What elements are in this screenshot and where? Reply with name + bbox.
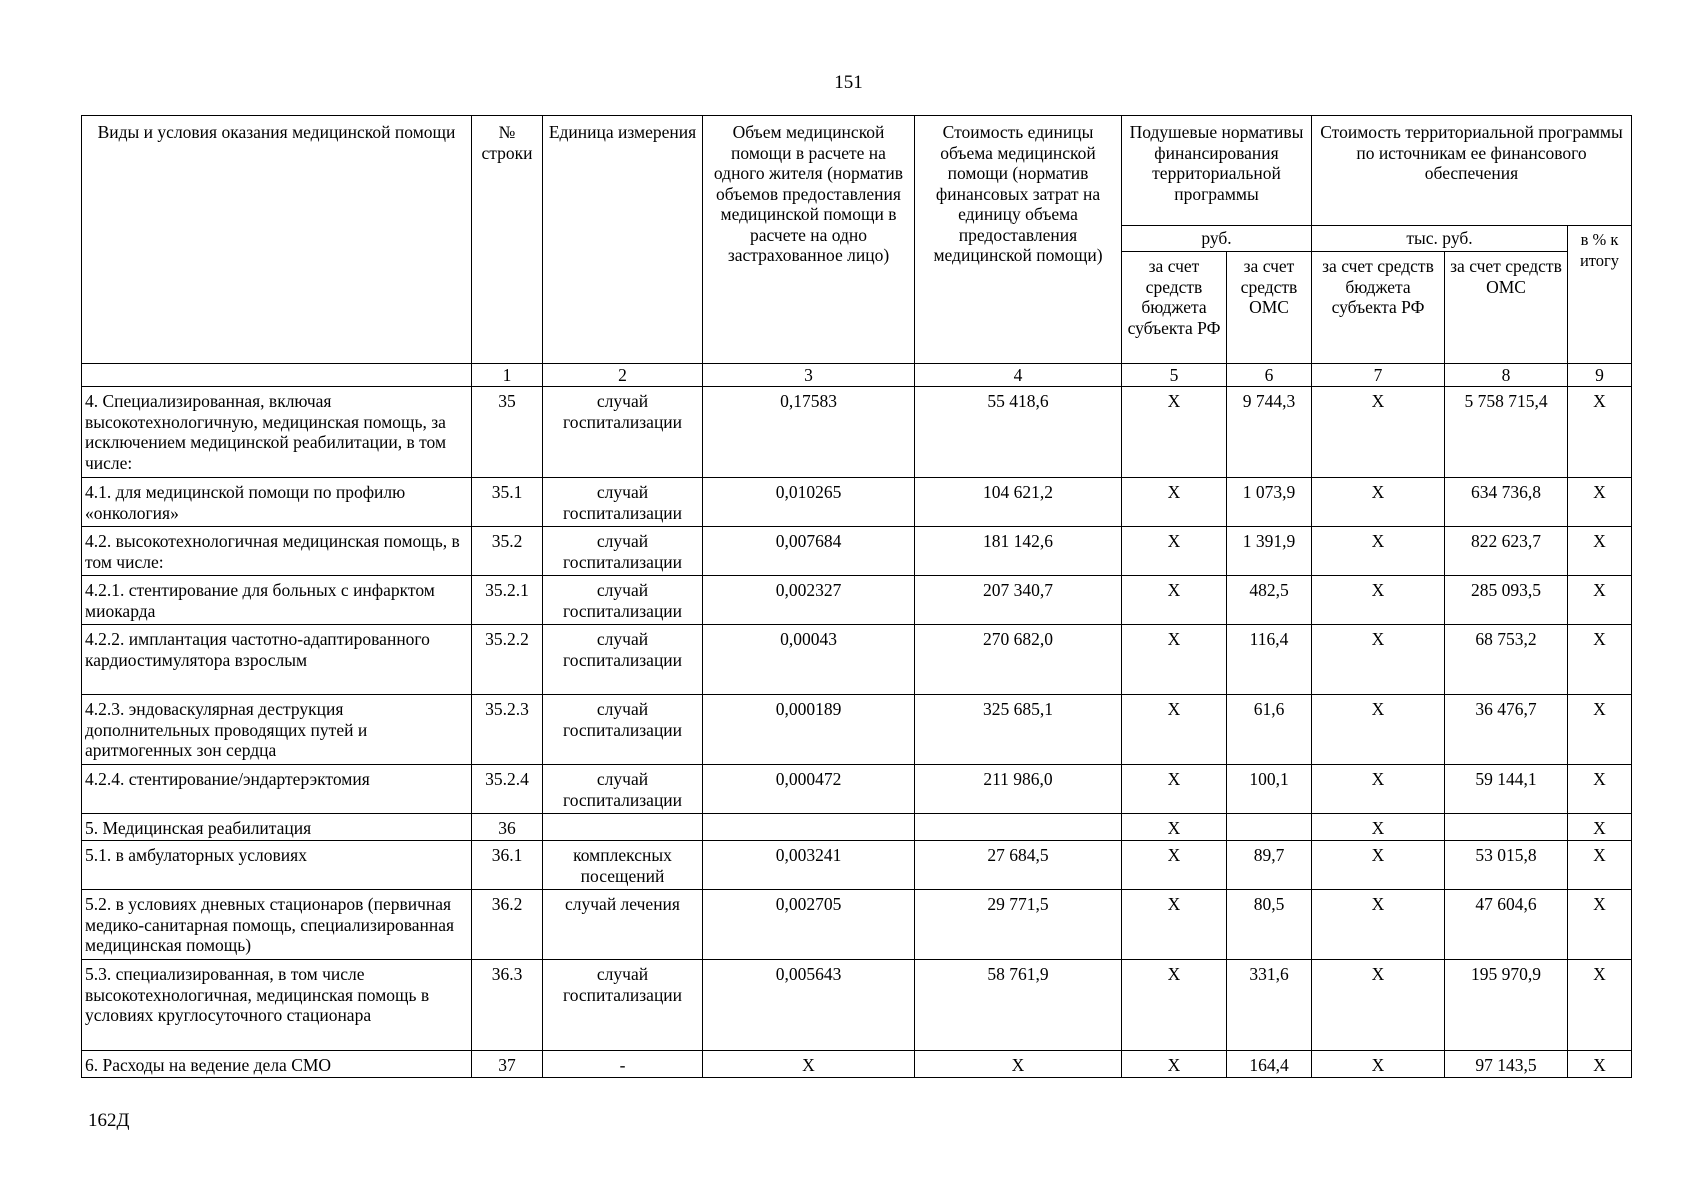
row-volume-cell: 0,000472 <box>703 765 915 814</box>
row-unit-cell: случай лечения <box>543 890 703 960</box>
row-oms-total-cell: 97 143,5 <box>1445 1051 1568 1078</box>
row-percent-cell: X <box>1568 890 1632 960</box>
row-volume-cell: 0,007684 <box>703 527 915 576</box>
row-budget-total-cell: X <box>1312 841 1445 890</box>
row-unit-cell: случай госпитализации <box>543 576 703 625</box>
row-number-cell: 36 <box>472 814 543 841</box>
col-number-cell: 7 <box>1312 364 1445 387</box>
row-unit-cell: - <box>543 1051 703 1078</box>
col-number-cell: 2 <box>543 364 703 387</box>
row-name-cell: 5.1. в амбулаторных условиях <box>82 841 472 890</box>
row-volume-cell: 0,17583 <box>703 387 915 478</box>
row-volume-cell: 0,005643 <box>703 960 915 1051</box>
row-percent-cell: X <box>1568 527 1632 576</box>
header-volume: Объем медицинской помощи в расчете на одного жителя (норматив объемов предоставления медицинской помощи в расчете на одно застрахованное лицо) <box>703 116 915 364</box>
row-number-cell: 35 <box>472 387 543 478</box>
row-cost-cell: X <box>915 1051 1122 1078</box>
row-budget-total-cell: X <box>1312 890 1445 960</box>
row-percent-cell: X <box>1568 960 1632 1051</box>
row-oms-percapita-cell: 80,5 <box>1227 890 1312 960</box>
row-percent-cell: X <box>1568 478 1632 527</box>
row-cost-cell: 29 771,5 <box>915 890 1122 960</box>
row-budget-total-cell: X <box>1312 478 1445 527</box>
row-cost-cell: 104 621,2 <box>915 478 1122 527</box>
row-budget-total-cell: X <box>1312 625 1445 695</box>
row-budget-total-cell: X <box>1312 1051 1445 1078</box>
row-budget-percapita-cell: X <box>1122 625 1227 695</box>
row-budget-total-cell: X <box>1312 576 1445 625</box>
row-budget-percapita-cell: X <box>1122 478 1227 527</box>
row-percent-cell: X <box>1568 387 1632 478</box>
row-name-cell: 4.2. высокотехнологичная медицинская помощь, в том числе: <box>82 527 472 576</box>
row-budget-percapita-cell: X <box>1122 890 1227 960</box>
row-oms-total-cell: 822 623,7 <box>1445 527 1568 576</box>
row-percent-cell: X <box>1568 625 1632 695</box>
row-budget-total-cell: X <box>1312 960 1445 1051</box>
row-unit-cell: случай госпитализации <box>543 695 703 765</box>
row-oms-total-cell: 68 753,2 <box>1445 625 1568 695</box>
col-number-cell: 9 <box>1568 364 1632 387</box>
row-cost-cell: 27 684,5 <box>915 841 1122 890</box>
row-oms-total-cell: 285 093,5 <box>1445 576 1568 625</box>
row-percent-cell: X <box>1568 814 1632 841</box>
row-unit-cell: случай госпитализации <box>543 387 703 478</box>
row-unit-cell: случай госпитализации <box>543 527 703 576</box>
col-number-cell: 1 <box>472 364 543 387</box>
col-number-cell <box>82 364 472 387</box>
row-oms-percapita-cell: 116,4 <box>1227 625 1312 695</box>
row-oms-total-cell: 36 476,7 <box>1445 695 1568 765</box>
page-number: 151 <box>834 72 863 93</box>
header-unit-rub: руб. <box>1122 226 1312 252</box>
row-oms-percapita-cell: 61,6 <box>1227 695 1312 765</box>
row-volume-cell: X <box>703 1051 915 1078</box>
row-budget-percapita-cell: X <box>1122 527 1227 576</box>
row-oms-percapita-cell: 164,4 <box>1227 1051 1312 1078</box>
row-oms-total-cell: 47 604,6 <box>1445 890 1568 960</box>
table-row <box>82 841 1632 890</box>
table-row <box>82 478 1632 527</box>
row-cost-cell <box>915 814 1122 841</box>
row-name-cell: 4.2.2. имплантация частотно-адаптированного кардиостимулятора взрослым <box>82 625 472 695</box>
row-cost-cell: 58 761,9 <box>915 960 1122 1051</box>
row-number-cell: 35.2 <box>472 527 543 576</box>
row-budget-percapita-cell: X <box>1122 960 1227 1051</box>
header-unit-thous-rub: тыс. руб. <box>1312 226 1568 252</box>
row-name-cell: 4.2.3. эндоваскулярная деструкция дополнительных проводящих путей и аритмогенных зон сердца <box>82 695 472 765</box>
row-budget-percapita-cell: X <box>1122 841 1227 890</box>
row-oms-total-cell: 634 736,8 <box>1445 478 1568 527</box>
row-name-cell: 6. Расходы на ведение дела СМО <box>82 1051 472 1078</box>
row-budget-total-cell: X <box>1312 765 1445 814</box>
row-oms-percapita-cell: 482,5 <box>1227 576 1312 625</box>
table-row <box>82 1051 1632 1078</box>
row-budget-total-cell: X <box>1312 814 1445 841</box>
row-volume-cell: 0,002327 <box>703 576 915 625</box>
row-name-cell: 5.3. специализированная, в том числе высокотехнологичная, медицинская помощь в условиях круглосуточного стационара <box>82 960 472 1051</box>
row-number-cell: 35.2.3 <box>472 695 543 765</box>
row-cost-cell: 181 142,6 <box>915 527 1122 576</box>
row-cost-cell: 55 418,6 <box>915 387 1122 478</box>
header-sub-oms-2: за счет средств ОМС <box>1445 252 1568 364</box>
row-name-cell: 4.1. для медицинской помощи по профилю «онкология» <box>82 478 472 527</box>
row-oms-percapita-cell: 89,7 <box>1227 841 1312 890</box>
col-number-cell: 6 <box>1227 364 1312 387</box>
col-number-cell: 3 <box>703 364 915 387</box>
header-program-cost: Стоимость территориальной программы по источникам ее финансового обеспечения <box>1312 116 1632 226</box>
row-name-cell: 4.2.1. стентирование для больных с инфарктом миокарда <box>82 576 472 625</box>
row-number-cell: 35.1 <box>472 478 543 527</box>
row-number-cell: 36.3 <box>472 960 543 1051</box>
row-budget-percapita-cell: X <box>1122 765 1227 814</box>
row-cost-cell: 270 682,0 <box>915 625 1122 695</box>
row-unit-cell: комплексных посещений <box>543 841 703 890</box>
row-oms-percapita-cell: 9 744,3 <box>1227 387 1312 478</box>
header-types: Виды и условия оказания медицинской помощи <box>82 116 472 364</box>
row-budget-percapita-cell: X <box>1122 576 1227 625</box>
row-name-cell: 4. Специализированная, включая высокотехнологичную, медицинская помощь, за исключением медицинской реабилитации, в том числе: <box>82 387 472 478</box>
row-budget-percapita-cell: X <box>1122 387 1227 478</box>
row-unit-cell: случай госпитализации <box>543 765 703 814</box>
row-oms-total-cell: 53 015,8 <box>1445 841 1568 890</box>
row-percent-cell: X <box>1568 841 1632 890</box>
funding-table <box>81 115 1632 1078</box>
header-sub-budget-2: за счет средств бюджета субъекта РФ <box>1312 252 1445 364</box>
row-oms-percapita-cell: 1 391,9 <box>1227 527 1312 576</box>
footer-code: 162Д <box>88 1110 130 1131</box>
table-row <box>82 695 1632 765</box>
row-unit-cell: случай госпитализации <box>543 960 703 1051</box>
row-number-cell: 35.2.4 <box>472 765 543 814</box>
row-cost-cell: 325 685,1 <box>915 695 1122 765</box>
row-number-cell: 36.2 <box>472 890 543 960</box>
header-cost: Стоимость единицы объема медицинской помощи (норматив финансовых затрат на единицу объема предоставления медицинской помощи) <box>915 116 1122 364</box>
row-volume-cell <box>703 814 915 841</box>
row-volume-cell: 0,010265 <box>703 478 915 527</box>
row-volume-cell: 0,002705 <box>703 890 915 960</box>
header-row-no: № строки <box>472 116 543 364</box>
row-budget-percapita-cell: X <box>1122 1051 1227 1078</box>
row-oms-percapita-cell: 1 073,9 <box>1227 478 1312 527</box>
row-volume-cell: 0,00043 <box>703 625 915 695</box>
row-unit-cell <box>543 814 703 841</box>
row-oms-total-cell: 59 144,1 <box>1445 765 1568 814</box>
header-sub-budget: за счет средств бюджета субъекта РФ <box>1122 252 1227 364</box>
row-unit-cell: случай госпитализации <box>543 625 703 695</box>
row-volume-cell: 0,003241 <box>703 841 915 890</box>
row-budget-total-cell: X <box>1312 695 1445 765</box>
col-number-cell: 4 <box>915 364 1122 387</box>
header-pct-total: в % к итогу <box>1568 226 1632 364</box>
row-oms-percapita-cell <box>1227 814 1312 841</box>
row-budget-percapita-cell: X <box>1122 814 1227 841</box>
table-row <box>82 960 1632 1051</box>
table-row <box>82 890 1632 960</box>
row-name-cell: 5. Медицинская реабилитация <box>82 814 472 841</box>
table-row <box>82 814 1632 841</box>
row-oms-total-cell <box>1445 814 1568 841</box>
row-number-cell: 37 <box>472 1051 543 1078</box>
row-budget-total-cell: X <box>1312 527 1445 576</box>
row-percent-cell: X <box>1568 1051 1632 1078</box>
table-row <box>82 625 1632 695</box>
row-percent-cell: X <box>1568 765 1632 814</box>
header-sub-oms: за счет средств ОМС <box>1227 252 1312 364</box>
row-number-cell: 35.2.2 <box>472 625 543 695</box>
row-budget-percapita-cell: X <box>1122 695 1227 765</box>
row-oms-total-cell: 195 970,9 <box>1445 960 1568 1051</box>
row-name-cell: 5.2. в условиях дневных стационаров (первичная медико-санитарная помощь, специализированная медицинская помощь) <box>82 890 472 960</box>
row-cost-cell: 211 986,0 <box>915 765 1122 814</box>
row-oms-percapita-cell: 100,1 <box>1227 765 1312 814</box>
table-row <box>82 765 1632 814</box>
row-volume-cell: 0,000189 <box>703 695 915 765</box>
header-unit: Единица измерения <box>543 116 703 364</box>
row-number-cell: 35.2.1 <box>472 576 543 625</box>
col-number-cell: 5 <box>1122 364 1227 387</box>
table-row <box>82 576 1632 625</box>
row-cost-cell: 207 340,7 <box>915 576 1122 625</box>
row-percent-cell: X <box>1568 695 1632 765</box>
table-row <box>82 527 1632 576</box>
header-percapita: Подушевые нормативы финансирования территориальной программы <box>1122 116 1312 226</box>
row-percent-cell: X <box>1568 576 1632 625</box>
table-row <box>82 387 1632 478</box>
row-number-cell: 36.1 <box>472 841 543 890</box>
col-number-cell: 8 <box>1445 364 1568 387</box>
row-unit-cell: случай госпитализации <box>543 478 703 527</box>
row-oms-total-cell: 5 758 715,4 <box>1445 387 1568 478</box>
row-oms-percapita-cell: 331,6 <box>1227 960 1312 1051</box>
row-name-cell: 4.2.4. стентирование/эндартерэктомия <box>82 765 472 814</box>
row-budget-total-cell: X <box>1312 387 1445 478</box>
